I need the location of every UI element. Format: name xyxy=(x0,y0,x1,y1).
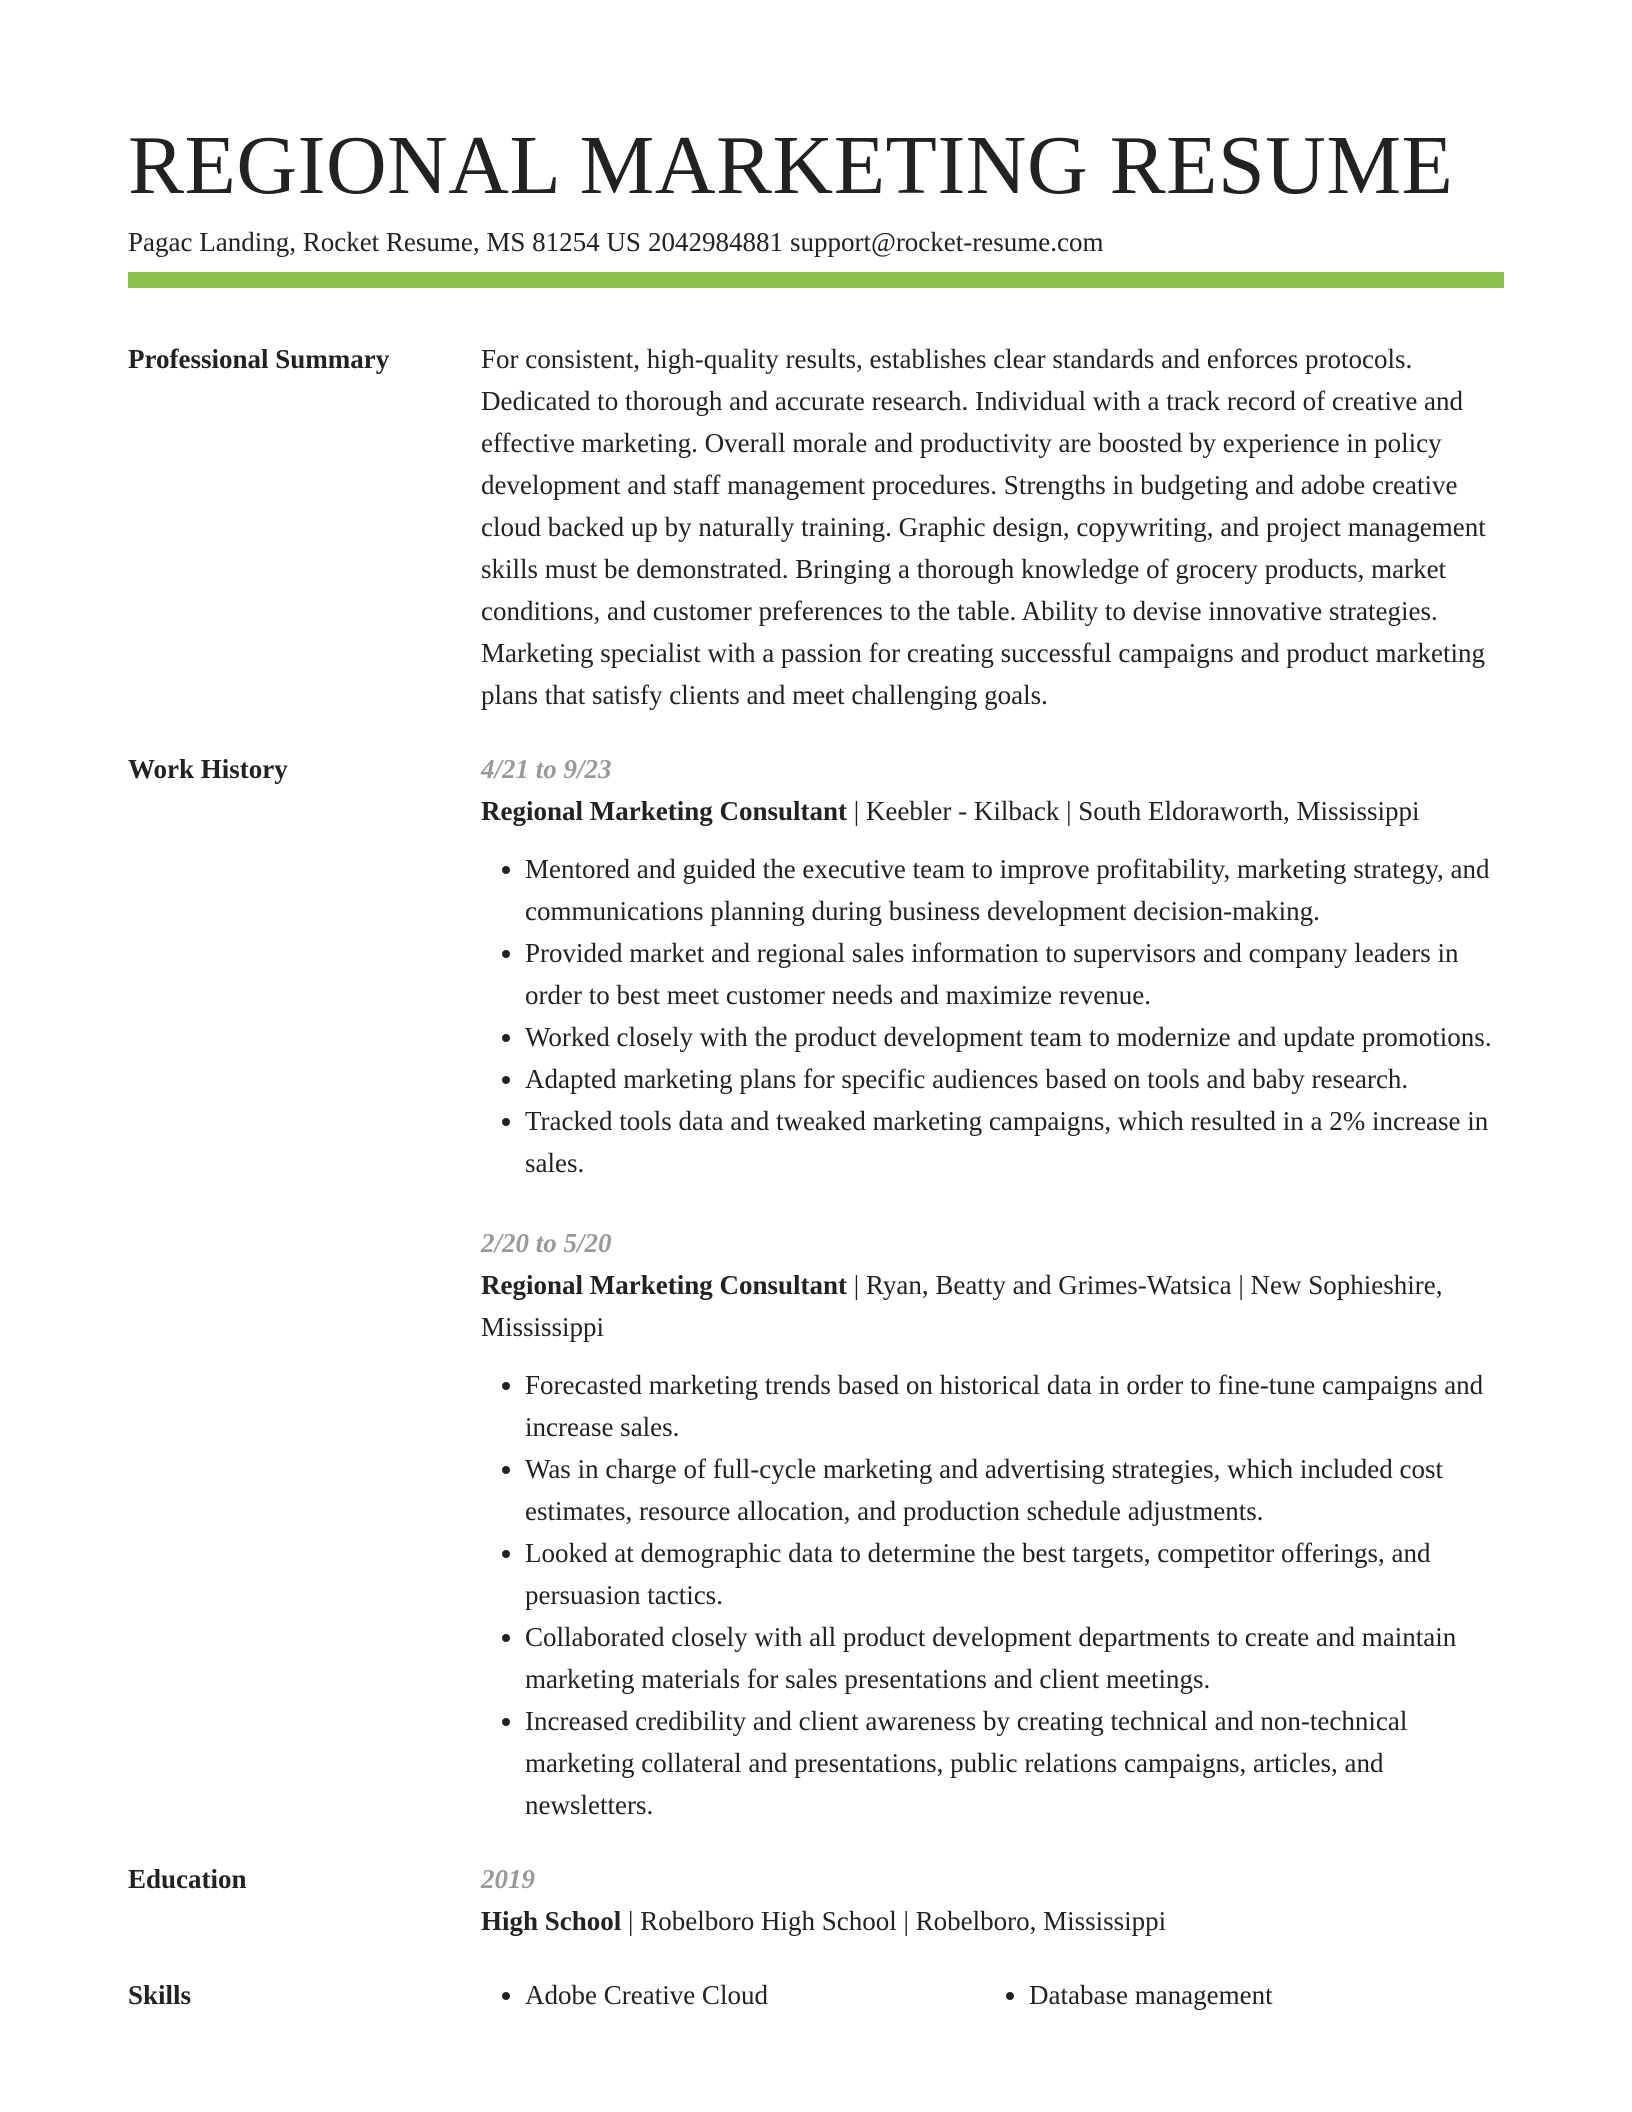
contact-email: support@rocket-resume.com xyxy=(789,227,1104,257)
job-bullet: • Mentored and guided the executive team to improve profitability, marketing strategy, and communications planning during business development decision-making. xyxy=(525,848,1504,932)
job-bullets xyxy=(481,848,1504,1184)
job-bullet: • Tracked tools data and tweaked marketing campaigns, which resulted in a 2% increase in sales. xyxy=(525,1100,1504,1184)
skills-heading: Skills xyxy=(128,1980,192,2010)
work-history-heading: Work History xyxy=(128,754,288,784)
work-history-section xyxy=(128,748,1504,1826)
contact-address: Pagac Landing, Rocket Resume, MS 81254 US xyxy=(128,227,641,257)
contact-phone: 2042984881 xyxy=(647,227,783,257)
header-divider xyxy=(128,272,1504,288)
education-details: | Robelboro High School | Robelboro, Mississippi xyxy=(621,1906,1167,1936)
job-bullet: • Forecasted marketing trends based on historical data in order to fine-tune campaigns and increase sales. xyxy=(525,1364,1504,1448)
education-body xyxy=(481,1858,1504,1942)
skills-column-right xyxy=(985,1974,1489,2016)
skill-item: • Adobe Creative Cloud xyxy=(525,1974,985,2016)
job-bullet: • Collaborated closely with all product development departments to create and maintain marketing materials for sales presentations and client meetings. xyxy=(525,1616,1504,1700)
skills-list xyxy=(481,1974,1504,2016)
work-history-body xyxy=(481,748,1504,1826)
education-section xyxy=(128,1858,1504,1942)
job-bullets xyxy=(481,1364,1504,1826)
skill-item: • Database management xyxy=(1029,1974,1489,2016)
job-bullet: • Worked closely with the product development team to modernize and update promotions. xyxy=(525,1016,1504,1058)
skills-section xyxy=(128,1974,1504,2016)
skills-column-left xyxy=(481,1974,985,2016)
education-degree: High School xyxy=(481,1906,622,1936)
job-details: | Ryan, Beatty and Grimes-Watsica | New Sophieshire, Mississippi xyxy=(481,1270,1443,1342)
education-heading: Education xyxy=(128,1864,247,1894)
summary-section xyxy=(128,338,1504,716)
summary-heading: Professional Summary xyxy=(128,344,390,374)
job-header xyxy=(481,1264,1504,1348)
summary-text: For consistent, high-quality results, establishes clear standards and enforces protocols. Dedicated to thorough and accurate research. Individual with a track record of creative and effective marketing. Overall morale and productivity are boosted by experience in policy development and staff management procedures. Strengths in budgeting and adobe creative cloud backed up by naturally training. Graphic design, copywriting, and project management skills must be demonstrated. Bringing a thorough knowledge of grocery products, market conditions, and customer preferences to the table. Ability to devise innovative strategies. Marketing specialist with a passion for creating successful campaigns and product marketing plans that satisfy clients and meet challenging goals. xyxy=(481,344,1486,710)
job-position: Regional Marketing Consultant xyxy=(481,1270,848,1300)
job-entry xyxy=(481,748,1504,1184)
education-year: 2019 xyxy=(481,1864,535,1894)
job-bullet: • Was in charge of full-cycle marketing and advertising strategies, which included cost estimates, resource allocation, and production schedule adjustments. xyxy=(525,1448,1504,1532)
contact-line xyxy=(128,224,1504,260)
job-dates: 4/21 to 9/23 xyxy=(481,754,612,784)
job-bullet: • Provided market and regional sales information to supervisors and company leaders in order to best meet customer needs and maximize revenue. xyxy=(525,932,1504,1016)
job-header xyxy=(481,790,1504,832)
job-bullet: • Adapted marketing plans for specific audiences based on tools and baby research. xyxy=(525,1058,1504,1100)
job-dates: 2/20 to 5/20 xyxy=(481,1228,612,1258)
job-bullet: • Increased credibility and client awareness by creating technical and non-technical marketing collateral and presentations, public relations campaigns, articles, and newsletters. xyxy=(525,1700,1504,1826)
education-header xyxy=(481,1900,1504,1942)
job-position: Regional Marketing Consultant xyxy=(481,796,848,826)
job-entry xyxy=(481,1222,1504,1826)
job-details: | Keebler - Kilback | South Eldoraworth, Mississippi xyxy=(847,796,1420,826)
job-bullet: • Looked at demographic data to determine the best targets, competitor offerings, and persuasion tactics. xyxy=(525,1532,1504,1616)
resume-title: REGIONAL MARKETING RESUME xyxy=(128,119,1454,212)
